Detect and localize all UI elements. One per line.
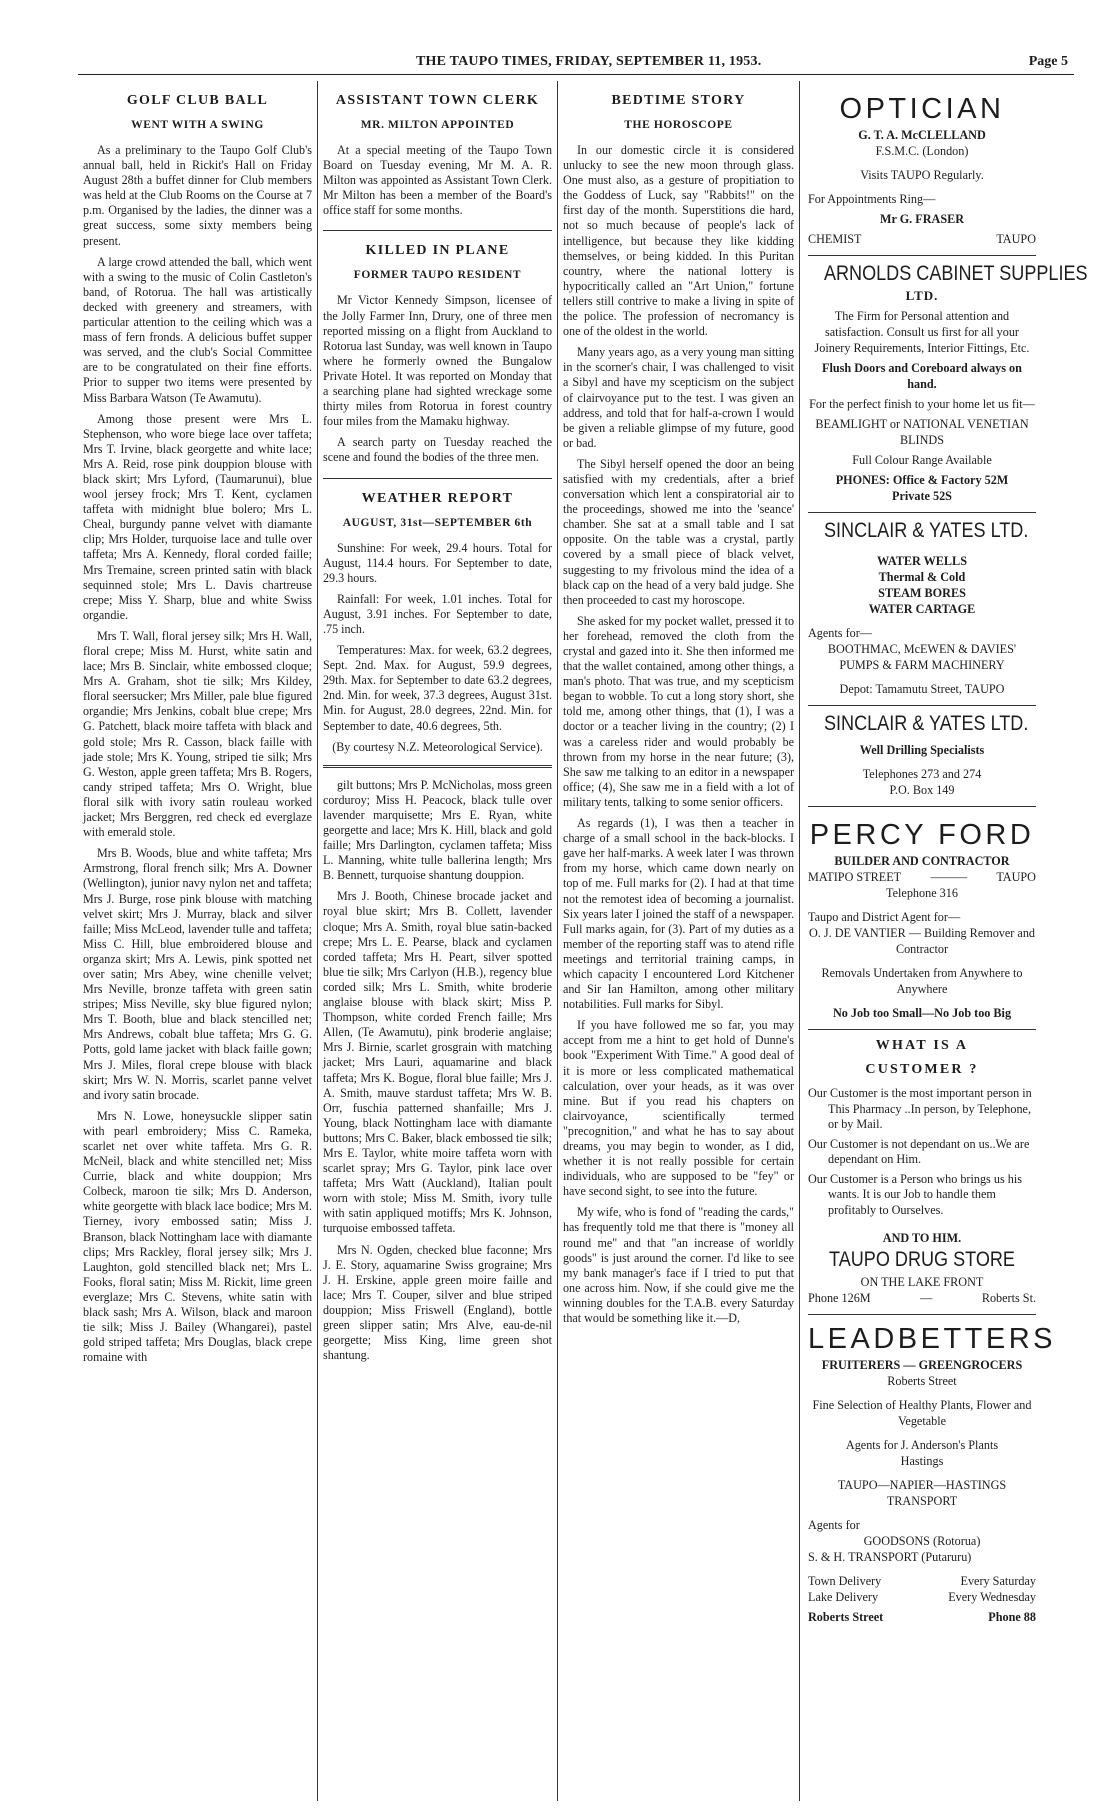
optician-qualification: F.S.M.C. (London) bbox=[875, 144, 969, 158]
percy-phone: Telephone 316 bbox=[886, 886, 958, 900]
leadbetters-line: S. & H. TRANSPORT (Putaruru) bbox=[808, 1550, 972, 1564]
arnolds-colour: Full Colour Range Available bbox=[852, 453, 992, 467]
golf-paragraph: Mrs B. Woods, blue and white taffeta; Mrs Armstrong, floral french silk; Mrs A. Downer (Wellington), junior navy nylon net and taffeta; Mrs J. Burge, rose pink blouse with matching velvet skirt; Mrs J. Murray, black and silver faille; Miss McLeod, lavender tulle and taffeta; Miss C. Hill, blue embroidered blouse and organza skirt; Mrs A. Lewis, pink spotted net over satin; Mrs Abey, wine chenille velvet; Mrs Neville, bronze taffeta with green satin stripes; Miss Neville, sky blue figured nylon; Mrs T. Booth, blue and black stencilled net; Mrs Andrews, cobalt blue taffeta; Mrs G. G. Potts, gold lame jacket with black faille gown; Mrs J. Miles, floral crepe blouse with black skirt; Mrs W. N. Morris, scarlet panne velvet and ivory satin brocade. bbox=[83, 846, 312, 1102]
arnolds-ltd: LTD. bbox=[905, 288, 939, 303]
drug-phone: Phone 126M bbox=[808, 1291, 871, 1305]
sinclair-line: STEAM BORES bbox=[878, 586, 966, 600]
weather-subhead: AUGUST, 31st—SEPTEMBER 6th bbox=[342, 516, 533, 529]
drug-street: Roberts St. bbox=[981, 1291, 1036, 1305]
leadbetters-line: Fine Selection of Healthy Plants, Flower and Vegetable bbox=[812, 1398, 1032, 1428]
customer-line: Our Customer is the most important person in This Pharmacy ..In person, by Telephone, or by Mail. bbox=[808, 1086, 1032, 1131]
weather-paragraph: Rainfall: For week, 1.01 inches. Total for August, 3.91 inches. For September to date, .75 inch. bbox=[323, 591, 552, 636]
drug-andtohim: AND TO HIM. bbox=[882, 1231, 962, 1245]
percy-street: MATIPO STREET bbox=[808, 870, 902, 884]
golf-cont-paragraph: gilt buttons; Mrs P. McNicholas, moss green corduroy; Miss H. Peacock, black tulle over lavender marquisette; Mrs E. Ryan, white georgette and lace; Mrs K. Hill, black and gold faille; Mrs Darlington, cyclamen taffeta; Miss L. Manning, white tulle ballerina length; Mrs B. Bennett, turquoise shantung douppion. bbox=[323, 777, 552, 883]
optician-contact: Mr G. FRASER bbox=[879, 212, 965, 226]
weather-headline: WEATHER REPORT bbox=[361, 490, 514, 506]
sinclair-yates-drilling-ad bbox=[808, 706, 1036, 807]
leadbetters-line: GOODSONS (Rotorua) bbox=[863, 1534, 981, 1548]
golf-headline: GOLF CLUB BALL bbox=[126, 93, 269, 108]
drug-store-title: TAUPO DRUG STORE bbox=[829, 1248, 1015, 1271]
percy-agent: Taupo and District Agent for— bbox=[808, 910, 961, 924]
optician-title: OPTICIAN bbox=[839, 93, 1005, 125]
arnolds-private: Private 52S bbox=[892, 489, 952, 503]
drug-dash: — bbox=[920, 1291, 933, 1305]
percy-town: TAUPO bbox=[996, 870, 1036, 884]
arnolds-finish: For the perfect finish to your home let us fit— bbox=[809, 397, 1035, 411]
percy-nojob: No Job too Small—No Job too Big bbox=[832, 1006, 1012, 1020]
clerk-headline: ASSISTANT TOWN CLERK bbox=[335, 93, 540, 108]
bedtime-paragraph: As regards (1), I was then a teacher in charge of a small school in the back-blocks. I gave her half-marks. A week later I was thrown from my horse, which came down nearly on top of me. Full marks for (2). I had at that time not the remotest idea of becoming a journalist. Six years later I joined the staff of a newspaper. Full marks again, for (3). Part of my duties as a member of the reporting staff was to atend rifle meetings and territorial training camps, in which capacity I encountered Lord Kitchener and Sir Ian Hamilton, among other military notabilities. Full marks for Sibyl. bbox=[563, 816, 794, 1012]
bedtime-paragraph: In our domestic circle it is considered unlucky to see the new moon through glass. One must also, as a gesture of propitiation to the Goddess of Luck, say "Rabbits!" on the first day of the month. Superstitions die hard, not so much because of people's lack of intelligence, but because they like kidding themselves, or being kidded. In this Puritan country, where the national lottery is hypocritically called an "Art Union," fortune tellers still contrive to make a living in spite of the police. The profession of necromancy is one of the oldest in the world. bbox=[563, 143, 794, 339]
golf-cont-paragraph: Mrs N. Ogden, checked blue faconne; Mrs J. E. Story, aquamarine Swiss grograine; Mrs J. H. Erskine, apple green moire faille and lace; Mrs T. Couper, silver and blue striped douppion; Miss Friswell (England), bottle green slipper satin; Mrs Alve, eau-de-nil georgette; Miss King, lime green shot shantung. bbox=[323, 1242, 552, 1363]
optician-name: G. T. A. McCLELLAND bbox=[858, 128, 986, 142]
optician-town: TAUPO bbox=[996, 232, 1036, 246]
leadbetters-phone: Phone 88 bbox=[988, 1610, 1036, 1624]
leadbetters-line: Agents for bbox=[808, 1518, 860, 1532]
bedtime-paragraph: She asked for my pocket wallet, pressed it to her forehead, removed the cloth from the crystal and gazed into it. She then informed me that the wallet contained, among other things, a man's photo. That was true, and my scepticism began to wobble. To cut a long story short, she told me, among other things, that (1), I was a doctor or a teacher living in the country; (2) I was a careless rider and would probably be thrown from my horse in the near future; (3), She saw me talking to an editor in a newspaper office; (4), She saw me in a field with a lot of military tents, talking to some senior officers. bbox=[563, 613, 794, 809]
leadbetters-line: Roberts Street bbox=[887, 1374, 957, 1388]
drug-lake-front: ON THE LAKE FRONT bbox=[860, 1275, 984, 1289]
sinclair2-specialists: Well Drilling Specialists bbox=[859, 743, 985, 757]
plane-paragraph: A search party on Tuesday reached the scene and found the bodies of the three men. bbox=[323, 435, 552, 465]
bedtime-paragraph: My wife, who is fond of "reading the cards," has frequently told me that there is "money all round me" and that "an increase of worldly goods" is just around the corner. I'd like to see my bank manager's face if I tried to put that one across him. Now, if she could give me the winning doubles for the T.A.B. every Saturday that would be something like it.—D, bbox=[563, 1205, 794, 1326]
golf-cont-paragraph: Mrs J. Booth, Chinese brocade jacket and royal blue skirt; Mrs B. Collett, lavender cloque; Mrs A. Smith, royal blue satin-backed crepe; Mrs L. E. Pearse, black and cyclamen corded taffeta; Mrs H. Peart, silver spotted blue tie silk; Mrs Carlyon (H.B.), regency blue corded silk; Mrs L. Smith, white broderie anglaise blouse with black skirt; Miss P. Thompson, white corded French faille; Mrs Allen, (Te Awamutu), pink broderie anglaise; Mrs J. Birnie, scarlet grosgrain with matching jacket; Mrs Lauri, aquamarine and black taffeta; Mrs K. Bogue, floral blue faille; Mrs J. A. Smith, mauve stardust taffeta; Mrs W. B. Orr, fuschia patterned shanfaille; Mrs J. Young, black Nottingham lace with diamante buttons; Mrs C. Baker, black embossed tie silk; Mrs E. Taylor, white moire taffeta worn with scarlet spray; Mrs G. Taylor, pink lace over taffeta; Mrs Watt (Auckland), Italian poult worn with stole; Miss M. Smith, ivory tulle with satin appliqued motiffs; Mrs K. Johnson, turquoise embossed taffeta. bbox=[323, 889, 552, 1236]
page-number: Page 5 bbox=[1028, 54, 1068, 69]
leadbetters-title: LEADBETTERS bbox=[808, 1323, 1056, 1355]
column-news bbox=[318, 81, 558, 1801]
arnolds-blinds: BEAMLIGHT or NATIONAL VENETIAN BLINDS bbox=[815, 417, 1029, 447]
leadbetters-line: FRUITERERS — GREENGROCERS bbox=[821, 1358, 1023, 1372]
golf-paragraph: Among those present were Mrs L. Stephenson, who wore biege lace over taffeta; Mrs T. Irvine, black georgette and white lace; Mrs A. Reid, rose pink douppion blouse with black skirt; Mrs Lyford, (Taumarunui), blue wool jersey frock; Mrs T. Kent, cyclamen taffeta with midnight blue bolero; Mrs L. Cheal, burgundy panne velvet with diamante clip; Mrs Holder, turquoise lace and tulle over taffeta; Mrs A. Kennedy, floral corded faille; Mrs Tremaine, screen printed satin with black sequinned stole; Mrs L. Davis chartreuse crepe; Miss Y. Sharp, blue and white Swiss organdie. bbox=[83, 411, 312, 622]
percy-ford-ad bbox=[808, 807, 1036, 1030]
leadbetters-ad bbox=[808, 1321, 1056, 1625]
optician-ad bbox=[808, 81, 1036, 256]
sinclair-yates-ad bbox=[808, 513, 1036, 706]
optician-chemist: CHEMIST bbox=[808, 232, 862, 246]
sinclair2-telephones: Telephones 273 and 274 bbox=[862, 767, 982, 781]
divider bbox=[323, 765, 552, 768]
drug-store-ad bbox=[808, 1030, 1036, 1315]
column-ads bbox=[800, 81, 1088, 1801]
weather-paragraph: Sunshine: For week, 29.4 hours. Total for August, 114.4 hours. For September to date, 29.3 hours. bbox=[323, 540, 552, 585]
arnolds-phones: PHONES: Office & Factory 52M bbox=[835, 473, 1009, 487]
arnolds-doors: Flush Doors and Coreboard always on hand. bbox=[822, 361, 1022, 391]
golf-subhead: WENT WITH A SWING bbox=[131, 119, 264, 131]
optician-visits: Visits TAUPO Regularly. bbox=[860, 168, 984, 182]
customer-line: Our Customer is a Person who brings us his wants. It is our Job to handle them profitably to Ourselves. bbox=[808, 1171, 1022, 1217]
leadbetters-delivery: Every Saturday bbox=[960, 1574, 1036, 1588]
customer-heading-2: CUSTOMER ? bbox=[865, 1062, 979, 1077]
leadbetters-line: Hastings bbox=[900, 1454, 944, 1468]
golf-paragraph: A large crowd attended the ball, which went with a swing to the music of Colin Castleton's band, of Rotorua. The hall was artistically decked with greenery and streamers, with particular attention to the ceiling which was a mass of fern fronds. A delicious buffet supper was served, and the club's Social Committee are to be congratulated on their fine efforts. Prior to supper two items were presented by Miss Barbara Watson (Te Awamutu). bbox=[83, 254, 312, 405]
sinclair-depot: Depot: Tamamutu Street, TAUPO bbox=[839, 682, 1005, 696]
arnolds-ad bbox=[808, 256, 1088, 513]
column-golf bbox=[78, 81, 318, 1801]
leadbetters-delivery: Lake Delivery bbox=[808, 1590, 879, 1604]
leadbetters-delivery: Every Wednesday bbox=[948, 1590, 1036, 1604]
arnolds-title: ARNOLDS CABINET SUPPLIES bbox=[823, 262, 1088, 285]
sinclair-title: SINCLAIR & YATES LTD. bbox=[823, 519, 1029, 542]
bedtime-paragraph: If you have followed me so far, you may accept from me a hint to get hold of Dunne's book "Experiment With Time." A good deal of it is more or less complicated mathematical calculation, over your heads, as it was over mine. But if you read his chapters on clairvoyance, scientifically termed "precognition," and what he has to say about dreams, you may begin to wonder, as I did, whether it is not really possible for certain individuals, who are supposed to be "fey" or have second sight, to see into the future. bbox=[563, 1018, 794, 1199]
bedtime-paragraph: The Sibyl herself opened the door an being satisfied with my credentials, after a brief conversation which lent a conspiratorial air to the proceedings, showed me into the 'seance' chamber. She sat at a small table and I sat opposite. On the table was a crystal, partly covered by a small piece of black velvet, suggesting to my frivolous mind the idea of a black cap on the head of a very bald judge. She then proceeded to cast my horoscope. bbox=[563, 456, 794, 607]
plane-paragraph: Mr Victor Kennedy Simpson, licensee of the Jolly Farmer Inn, Drury, one of three men reported missing on a flight from Auckland to Rotorua last Sunday, was well known in Taupo where he formerly owned the Bungalow Private Hotel. It was reported on Monday that a searching plane had sighted wreckage some thirty miles from Rotorua in forest country four miles from the Mamaku highway. bbox=[323, 293, 552, 429]
plane-subhead: FORMER TAUPO RESIDENT bbox=[353, 269, 522, 282]
golf-paragraph: As a preliminary to the Taupo Golf Club's annual ball, held in Rickit's Hall on Friday August 28th a buffet dinner for Club members was held at the Club Rooms on the Course at 7 p.m. Organised by the ladies, the dinner was a great success, some sixty members being present. bbox=[83, 143, 312, 248]
customer-heading: WHAT IS A bbox=[875, 1038, 969, 1053]
divider bbox=[323, 230, 552, 231]
sinclair-line: Thermal & Cold bbox=[878, 570, 966, 584]
golf-paragraph: Mrs T. Wall, floral jersey silk; Mrs H. Wall, floral crepe; Miss M. Hurst, white satin and lace; Mrs B. Sinclair, white embossed cloque; Mrs A. Graham, shot tie silk; Mrs Kildey, floral seersucker; Mrs Miller, pale blue figured organdie; Mrs Jenkins, cobalt blue crepe; Mrs G. Patchett, black moire taffeta with black and gold stole; Mrs R. Casson, black faille with jade stole; Mrs K. Young, striped tie silk; Mrs G. Weston, apple green taffeta; Mrs B. Rogers, candy striped taffeta; Mrs O. Wright, blue floral silk with ivory satin rouleau worked jacket; Mrs Berggren, red check ed everglaze with emerald stole. bbox=[83, 628, 312, 840]
sinclair2-title: SINCLAIR & YATES LTD. bbox=[823, 712, 1029, 735]
leadbetters-delivery: Town Delivery bbox=[808, 1574, 882, 1588]
leadbetters-street: Roberts Street bbox=[808, 1610, 884, 1624]
sinclair-agents-list: BOOTHMAC, McEWEN & DAVIES' PUMPS & FARM MACHINERY bbox=[827, 642, 1017, 672]
percy-agent-name: O. J. DE VANTIER — Building Remover and Contractor bbox=[808, 926, 1036, 956]
clerk-subhead: MR. MILTON APPOINTED bbox=[360, 119, 515, 131]
masthead bbox=[78, 52, 1074, 75]
bedtime-headline: BEDTIME STORY bbox=[611, 93, 746, 108]
percy-removals: Removals Undertaken from Anywhere to Anywhere bbox=[821, 966, 1023, 996]
column-bedtime bbox=[558, 81, 800, 1801]
sinclair-line: WATER WELLS bbox=[877, 554, 967, 568]
weather-credit: (By courtesy N.Z. Meteorological Service). bbox=[332, 739, 543, 754]
bedtime-paragraph: Many years ago, as a very young man sitting in the scorner's chair, I was challenged to visit a Sibyl and have my scepticism on the subject of clairvoyance put to the test. I was given an address, and told that for half-a-crown I would be given a reliable glimpse of my future, good or bad. bbox=[563, 345, 794, 450]
percy-dash: ——— bbox=[930, 870, 967, 884]
weather-paragraph: Temperatures: Max. for week, 63.2 degrees, Sept. 2nd. Max. for August, 59.9 degrees, 29th. Max. for September to date 63.2 degrees, 2nd. Min. for week, 37.3 degrees, August 31st. Min. for August, 28.0 degrees, 22nd. Min. for September to date, 40.6 degrees, 5th. bbox=[323, 643, 552, 733]
masthead-title: THE TAUPO TIMES, FRIDAY, SEPTEMBER 11, 1953. bbox=[416, 54, 762, 69]
sinclair-line: WATER CARTAGE bbox=[868, 602, 976, 616]
plane-headline: KILLED IN PLANE bbox=[365, 243, 510, 259]
optician-appointments: For Appointments Ring— bbox=[808, 192, 936, 206]
divider bbox=[323, 478, 552, 479]
customer-line: Our Customer is not dependant on us..We are dependant on Him. bbox=[808, 1136, 1030, 1166]
golf-paragraph: Mrs N. Lowe, honeysuckle slipper satin with pearl embroidery; Miss C. Rameka, scarlet net over white taffeta. Mrs G. R. McNeil, black and white stencilled net; Miss Currie, black and white douppion; Mrs Colbeck, maroon tie silk; Mrs D. Anderson, white georgette with black lace bodice; Mrs M. Tierney, ivory embossed satin; Miss J. Branson, black Nottingham lace with diamante clips; Mrs Rackley, floral jersey silk; Mrs J. Laughton, gold stencilled black net; Mrs L. Fooks, floral satin; Miss M. Rickit, lime green everglaze; Mrs C. Stevens, white satin with black sash; Mrs A. Wilson, black and maroon tie silk; Miss J. Bailey (Whangarei), pastel gold striped taffeta; Mrs Douglas, black crepe romaine with bbox=[83, 1108, 312, 1365]
leadbetters-line: TAUPO—NAPIER—HASTINGS TRANSPORT bbox=[837, 1478, 1007, 1508]
percy-title: PERCY FORD bbox=[809, 819, 1035, 851]
percy-builder: BUILDER AND CONTRACTOR bbox=[834, 854, 1010, 868]
sinclair-agents: Agents for— bbox=[808, 626, 872, 640]
clerk-paragraph: At a special meeting of the Taupo Town Board on Tuesday evening, Mr M. A. R. Milton was appointed as Assistant Town Clerk. Mr Milton has been a member of the Board's office staff for some months. bbox=[323, 143, 552, 218]
bedtime-subhead: THE HOROSCOPE bbox=[624, 119, 733, 131]
arnolds-text: The Firm for Personal attention and satisfaction. Consult us first for all your Joinery Requirements, Interior Fittings, Etc. bbox=[814, 309, 1030, 355]
columns bbox=[78, 81, 1088, 1801]
sinclair2-pobox: P.O. Box 149 bbox=[889, 783, 955, 797]
leadbetters-line: Agents for J. Anderson's Plants bbox=[845, 1438, 999, 1452]
